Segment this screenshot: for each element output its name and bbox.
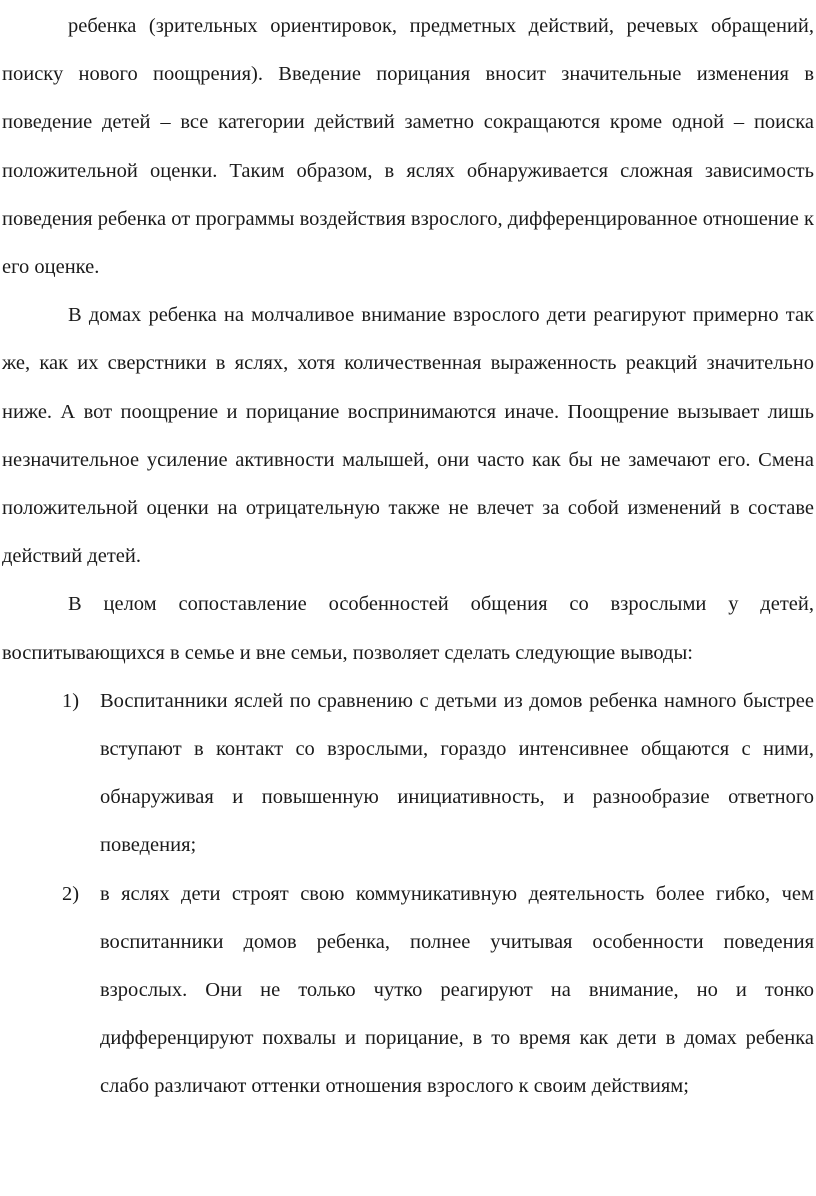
- list-item: [2, 677, 814, 870]
- paragraph-orphanages: В домах ребенка на молчаливое внимание взрослого дети реагируют примерно так же, как их сверстники в яслях, хотя количественная выраженность реакций значительно ниже. А вот поощрение и порицание воспринимаются иначе. Поощрение вызывает лишь незначительное усиление активности малышей, они часто как бы не замечают его. Смена положительной оценки на отрицательную также не влечет за собой изменений в составе действий детей.: [2, 304, 814, 568]
- list-marker: 1): [62, 689, 80, 712]
- paragraph-conclusion-intro: В целом сопоставление особенностей общения со взрослыми у детей, воспитывающихся в семье и вне семьи, позволяет сделать следующие выводы:: [2, 593, 814, 664]
- list-marker: 2): [62, 882, 80, 905]
- list-item-text: в яслях дети строят свою коммуникативную деятельность более гибко, чем воспитанники домов ребенка, полнее учитывая особенности поведения взрослых. Они не только чутко реагируют на внимание, но и тонко дифференцируют похвалы и порицание, в то время как дети в домах ребенка слабо различают оттенки отношения взрослого к своим действиям;: [100, 882, 814, 1098]
- list-item-text: Воспитанники яслей по сравнению с детьми из домов ребенка намного быстрее вступают в контакт со взрослыми, гораздо интенсивнее общаются с ними, обнаруживая и повышенную инициативность, и разнообразие ответного поведения;: [100, 689, 814, 857]
- list-item: [2, 870, 814, 1111]
- paragraph-continuation: ребенка (зрительных ориентировок, предметных действий, речевых обращений, поиску нового поощрения). Введение порицания вносит значительные изменения в поведение детей – все категории действий заметно сокращаются кроме одной – поиска положительной оценки. Таким образом, в яслях обнаруживается сложная зависимость поведения ребенка от программы воздействия взрослого, дифференцированное отношение к его оценке.: [2, 15, 814, 279]
- conclusions-list: [2, 677, 814, 1111]
